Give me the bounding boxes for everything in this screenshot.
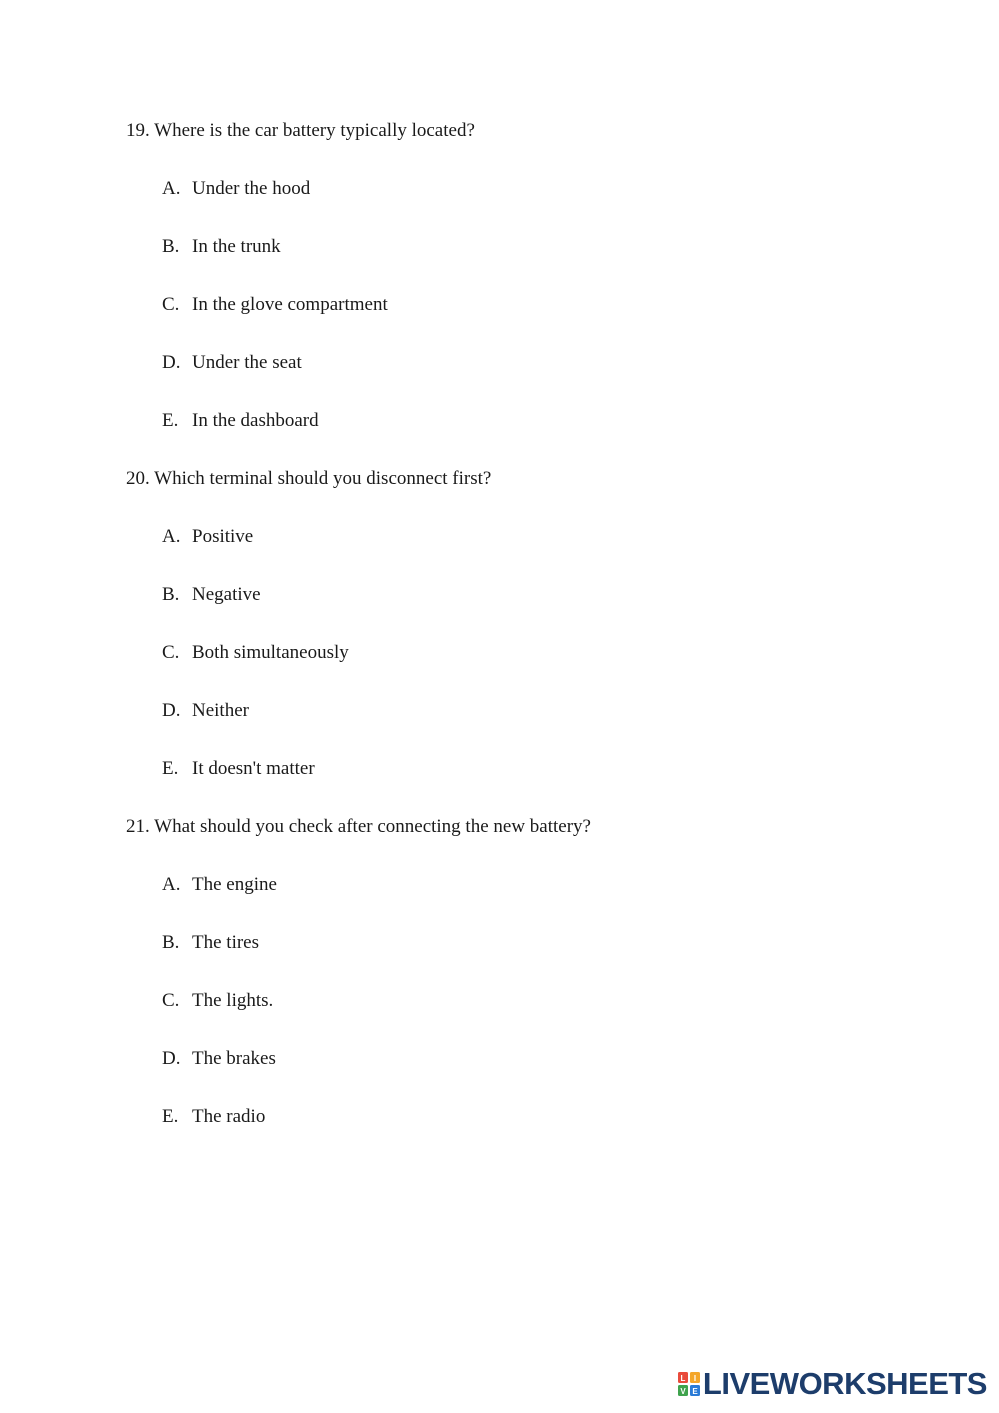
option-letter: B. <box>162 584 180 605</box>
option-text: In the glove compartment <box>192 294 388 315</box>
option-b[interactable] <box>126 582 946 608</box>
option-letter: E. <box>162 1106 179 1127</box>
question-19 <box>126 118 946 434</box>
option-letter: E. <box>162 410 179 431</box>
liveworksheets-logo-icon <box>677 1371 701 1397</box>
option-e[interactable] <box>126 408 946 434</box>
option-letter: A. <box>162 874 181 895</box>
option-letter: A. <box>162 178 181 199</box>
option-letter: D. <box>162 352 181 373</box>
question-text: 19. Where is the car battery typically located? <box>126 120 475 141</box>
option-a[interactable] <box>126 872 946 898</box>
option-letter: C. <box>162 294 180 315</box>
option-c[interactable] <box>126 640 946 666</box>
brand-text: LIVEWORKSHEETS <box>702 1366 987 1401</box>
option-text: In the dashboard <box>192 410 319 431</box>
option-text: It doesn't matter <box>192 758 315 779</box>
option-text: Neither <box>192 700 249 721</box>
option-a[interactable] <box>126 176 946 202</box>
question-text: 20. Which terminal should you disconnect first? <box>126 468 492 489</box>
option-text: The engine <box>192 874 277 895</box>
option-letter: A. <box>162 526 181 547</box>
option-text: The brakes <box>192 1048 276 1069</box>
option-text: The tires <box>192 932 260 953</box>
option-text: Under the seat <box>192 352 302 373</box>
option-letter: B. <box>162 932 180 953</box>
liveworksheets-brand[interactable] <box>677 1367 987 1401</box>
question-21 <box>126 814 946 1130</box>
option-text: Positive <box>192 526 254 547</box>
option-text: Both simultaneously <box>192 642 349 663</box>
option-list <box>126 872 946 1130</box>
option-c[interactable] <box>126 988 946 1014</box>
question-text: 21. What should you check after connecting the new battery? <box>126 816 591 837</box>
option-d[interactable] <box>126 350 946 376</box>
option-letter: D. <box>162 700 181 721</box>
option-letter: C. <box>162 990 180 1011</box>
question-20 <box>126 466 946 782</box>
option-letter: E. <box>162 758 179 779</box>
option-letter: D. <box>162 1048 181 1069</box>
option-b[interactable] <box>126 234 946 260</box>
option-text: The lights. <box>192 990 274 1011</box>
option-text: Negative <box>192 584 261 605</box>
svg-text:V: V <box>680 1387 686 1396</box>
option-d[interactable] <box>126 1046 946 1072</box>
svg-text:L: L <box>680 1374 686 1383</box>
option-e[interactable] <box>126 756 946 782</box>
option-text: The radio <box>192 1106 266 1127</box>
option-list <box>126 176 946 434</box>
option-list <box>126 524 946 782</box>
svg-text:E: E <box>692 1387 698 1396</box>
option-b[interactable] <box>126 930 946 956</box>
option-c[interactable] <box>126 292 946 318</box>
option-e[interactable] <box>126 1104 946 1130</box>
option-text: Under the hood <box>192 178 311 199</box>
option-letter: B. <box>162 236 180 257</box>
option-d[interactable] <box>126 698 946 724</box>
option-letter: C. <box>162 642 180 663</box>
option-text: In the trunk <box>192 236 281 257</box>
option-a[interactable] <box>126 524 946 550</box>
svg-text:I: I <box>693 1374 697 1383</box>
